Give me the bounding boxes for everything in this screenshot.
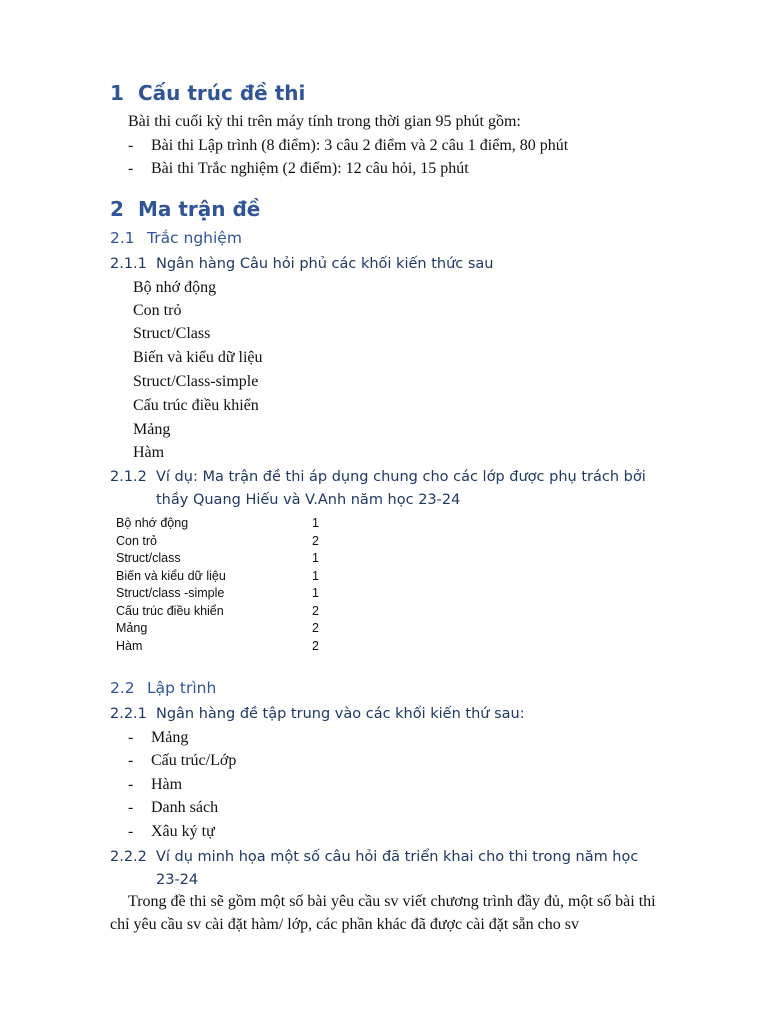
table-cell-topic: Con trỏ — [116, 533, 157, 548]
table-cell-count: 1 — [312, 551, 319, 565]
list-item: Hàm — [151, 776, 183, 793]
table-cell-count: 2 — [312, 621, 319, 635]
heading-text: Ma trận đề — [138, 197, 261, 221]
heading-text: Lập trình — [147, 679, 217, 697]
table-cell-topic: Cấu trúc điều khiển — [116, 603, 224, 618]
table-row — [116, 568, 356, 586]
table-cell-topic: Biến và kiểu dữ liệu — [116, 568, 226, 583]
heading-number: 2 — [110, 197, 124, 221]
heading-2-2-1 — [110, 703, 710, 726]
table-cell-count: 2 — [312, 638, 319, 653]
list-item: Mảng — [133, 421, 171, 438]
heading-text: Ngân hàng đề tập trung vào các khối kiến thứ sau: — [156, 706, 525, 722]
heading-text-continued: thầy Quang Hiếu và V.Anh năm học 23-24 — [156, 492, 461, 508]
heading-number: 2.2 — [110, 679, 135, 697]
table-cell-topic: Struct/class — [116, 551, 181, 565]
heading-2-1-1 — [110, 253, 710, 276]
list-item: Bộ nhớ động — [133, 279, 217, 296]
list-item: Biến và kiểu dữ liệu — [133, 349, 263, 366]
list-dash: - — [128, 776, 134, 793]
table-row — [116, 620, 356, 638]
table-cell-topic: Bộ nhớ động — [116, 516, 189, 530]
list-dash: - — [128, 137, 134, 154]
table-cell-count: 1 — [312, 586, 319, 600]
list-dash: - — [128, 752, 134, 769]
table-row — [116, 515, 356, 533]
table-row — [116, 603, 356, 621]
heading-text: Ngân hàng Câu hỏi phủ các khối kiến thức sau — [156, 256, 494, 272]
heading-text: Cấu trúc đề thi — [138, 81, 306, 105]
table-row — [116, 550, 356, 568]
list-item: Struct/Class — [133, 325, 211, 342]
heading-section-2 — [110, 197, 260, 221]
table-cell-count: 2 — [312, 603, 319, 618]
heading-2-2-2 — [110, 846, 710, 892]
heading-number: 2.1.1 — [110, 256, 147, 272]
table-row — [116, 585, 356, 603]
list-dash: - — [128, 729, 134, 746]
table-cell-count: 2 — [312, 533, 319, 548]
list-item: Cấu trúc/Lớp — [151, 752, 237, 769]
list-item: Xâu ký tự — [151, 823, 215, 840]
heading-number: 1 — [110, 81, 124, 105]
list-item: Hàm — [133, 444, 165, 461]
heading-section-1 — [110, 81, 305, 105]
table-cell-count: 1 — [312, 516, 319, 530]
list-item: Mảng — [151, 729, 189, 746]
matrix-table — [116, 515, 356, 655]
list-dash: - — [128, 160, 134, 177]
heading-number: 2.1.2 — [110, 469, 147, 485]
list-item: Bài thi Trắc nghiệm (2 điểm): 12 câu hỏi, 15 phút — [151, 160, 469, 177]
table-cell-topic: Struct/class -simple — [116, 586, 225, 600]
paragraph-line: Trong đề thi sẽ gồm một số bài yêu cầu sv viết chương trình đầy đủ, một số bài thi — [128, 893, 656, 910]
list-item: Con trỏ — [133, 302, 182, 319]
heading-number: 2.2.2 — [110, 849, 147, 865]
heading-text: Ví dụ minh họa một số câu hỏi đã triển khai cho thi trong năm học — [156, 849, 639, 865]
heading-2-2 — [110, 679, 216, 697]
table-cell-count: 1 — [312, 568, 319, 583]
list-item: Bài thi Lập trình (8 điểm): 3 câu 2 điểm và 2 câu 1 điểm, 80 phút — [151, 137, 569, 154]
list-dash: - — [128, 823, 134, 840]
heading-number: 2.2.1 — [110, 706, 147, 722]
heading-text-continued: 23-24 — [156, 872, 199, 888]
table-cell-topic: Mảng — [116, 621, 148, 635]
heading-2-1 — [110, 229, 242, 247]
table-row — [116, 533, 356, 551]
list-item: Danh sách — [151, 799, 219, 816]
heading-2-1-2 — [110, 466, 710, 512]
list-item: Cấu trúc điều khiển — [133, 397, 259, 414]
list-item: Struct/Class-simple — [133, 373, 259, 390]
heading-number: 2.1 — [110, 229, 135, 247]
list-dash: - — [128, 799, 134, 816]
paragraph-line: chỉ yêu cầu sv cài đặt hàm/ lớp, các phần khác đã được cài đặt sẵn cho sv — [110, 916, 579, 933]
table-row — [116, 638, 356, 656]
heading-text: Trắc nghiệm — [147, 229, 242, 247]
section-1-intro: Bài thi cuối kỳ thi trên máy tính trong thời gian 95 phút gồm: — [128, 113, 521, 130]
table-cell-topic: Hàm — [116, 638, 143, 653]
heading-text: Ví dụ: Ma trận đề thi áp dụng chung cho các lớp được phụ trách bởi — [156, 469, 646, 485]
